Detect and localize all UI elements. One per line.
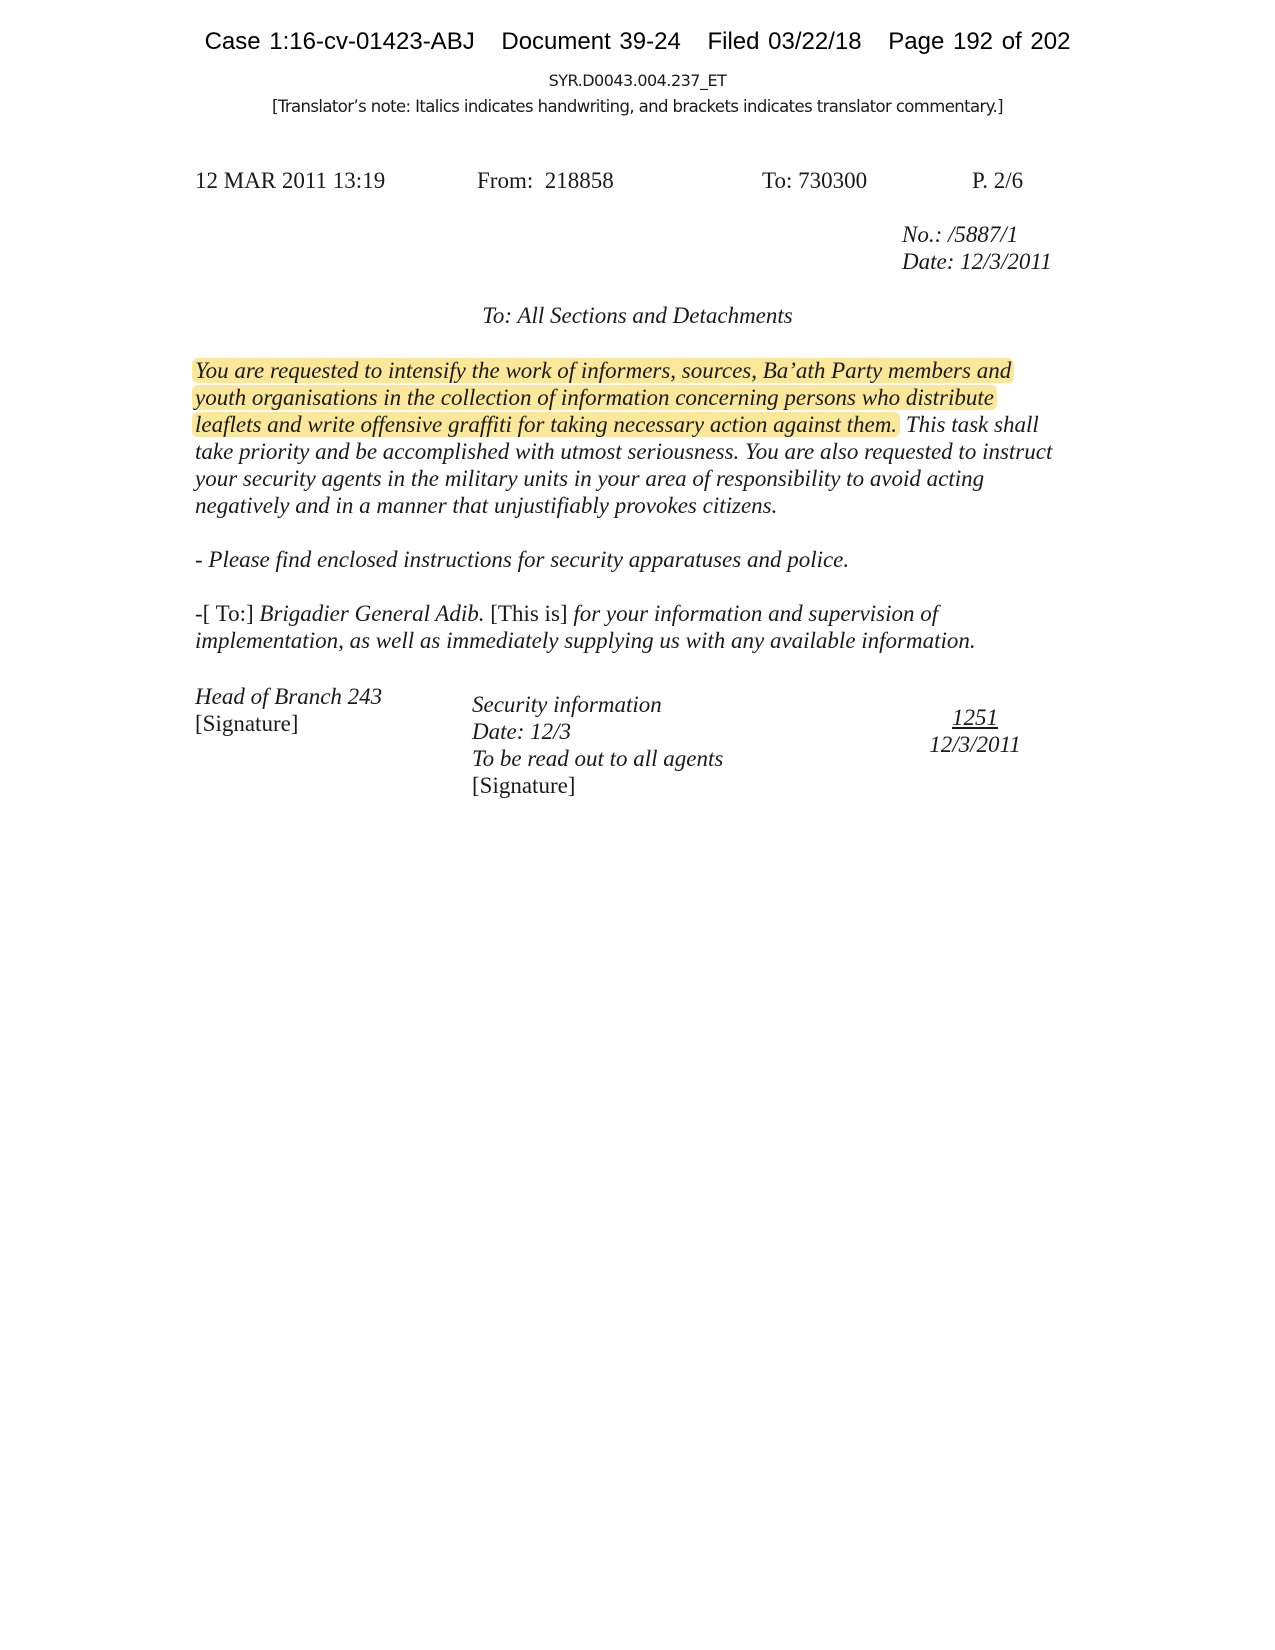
body-text: negatively and in a manner that unjustifiably provokes citizens.: [195, 493, 778, 518]
fax-to: To: 730300: [762, 168, 868, 193]
instruction-line: [195, 601, 938, 627]
fax-datetime: 12 MAR 2011 13:19: [195, 168, 386, 193]
reference-date: Date: 12/3/2011: [902, 249, 1052, 274]
addressee: To: All Sections and Detachments: [482, 303, 793, 328]
instruction-text: implementation, as well as immediately supplying us with any available information.: [195, 628, 976, 653]
instruction-bracket: [This is]: [484, 601, 574, 626]
document-number: Document 39-24: [501, 28, 681, 55]
body-text: take priority and be accomplished with utmost seriousness. You are also requested to instruct: [195, 439, 1053, 464]
security-date: Date: 12/3: [472, 719, 572, 744]
reference-number: No.: /5887/1: [902, 222, 1019, 247]
dash: -: [195, 547, 209, 572]
body-text: This task shall: [900, 412, 1039, 437]
security-signature: [Signature]: [472, 773, 576, 798]
enclosure-note: [195, 547, 849, 573]
page-number: Page 192 of 202: [888, 28, 1071, 55]
filed-date: Filed 03/22/18: [707, 28, 862, 55]
enclosure-text: Please find enclosed instructions for security apparatuses and police.: [208, 547, 850, 572]
instruction-text: for your information and supervision of: [573, 601, 939, 626]
highlighted-text: leaflets and write offensive graffiti for taking necessary action against them.: [192, 412, 900, 437]
instruction-name: Brigadier General Adib.: [259, 601, 485, 626]
signer-signature: [Signature]: [195, 711, 299, 736]
fax-from: From: 218858: [477, 168, 614, 193]
highlighted-text: youth organisations in the collection of information concerning persons who distribute: [192, 385, 997, 410]
security-instruction: To be read out to all agents: [472, 746, 724, 771]
fax-page: P. 2/6: [972, 168, 1024, 193]
highlighted-text: You are requested to intensify the work of informers, sources, Ba’ath Party members and: [192, 358, 1014, 383]
instruction-prefix: -[ To:]: [195, 601, 260, 626]
security-info: Security information: [472, 692, 662, 717]
translator-note: [Translator’s note: Italics indicates handwriting, and brackets indicates translator commentary.]: [271, 97, 1004, 116]
register-date: 12/3/2011: [929, 732, 1021, 757]
body-text: your security agents in the military units in your area of responsibility to avoid acting: [195, 466, 985, 491]
signer-title: Head of Branch 243: [195, 684, 383, 709]
case-header: [0, 28, 1275, 56]
case-number: Case 1:16-cv-01423-ABJ: [204, 28, 475, 55]
bates-number: SYR.D0043.004.237_ET: [548, 71, 727, 90]
register-number: 1251: [952, 705, 998, 730]
